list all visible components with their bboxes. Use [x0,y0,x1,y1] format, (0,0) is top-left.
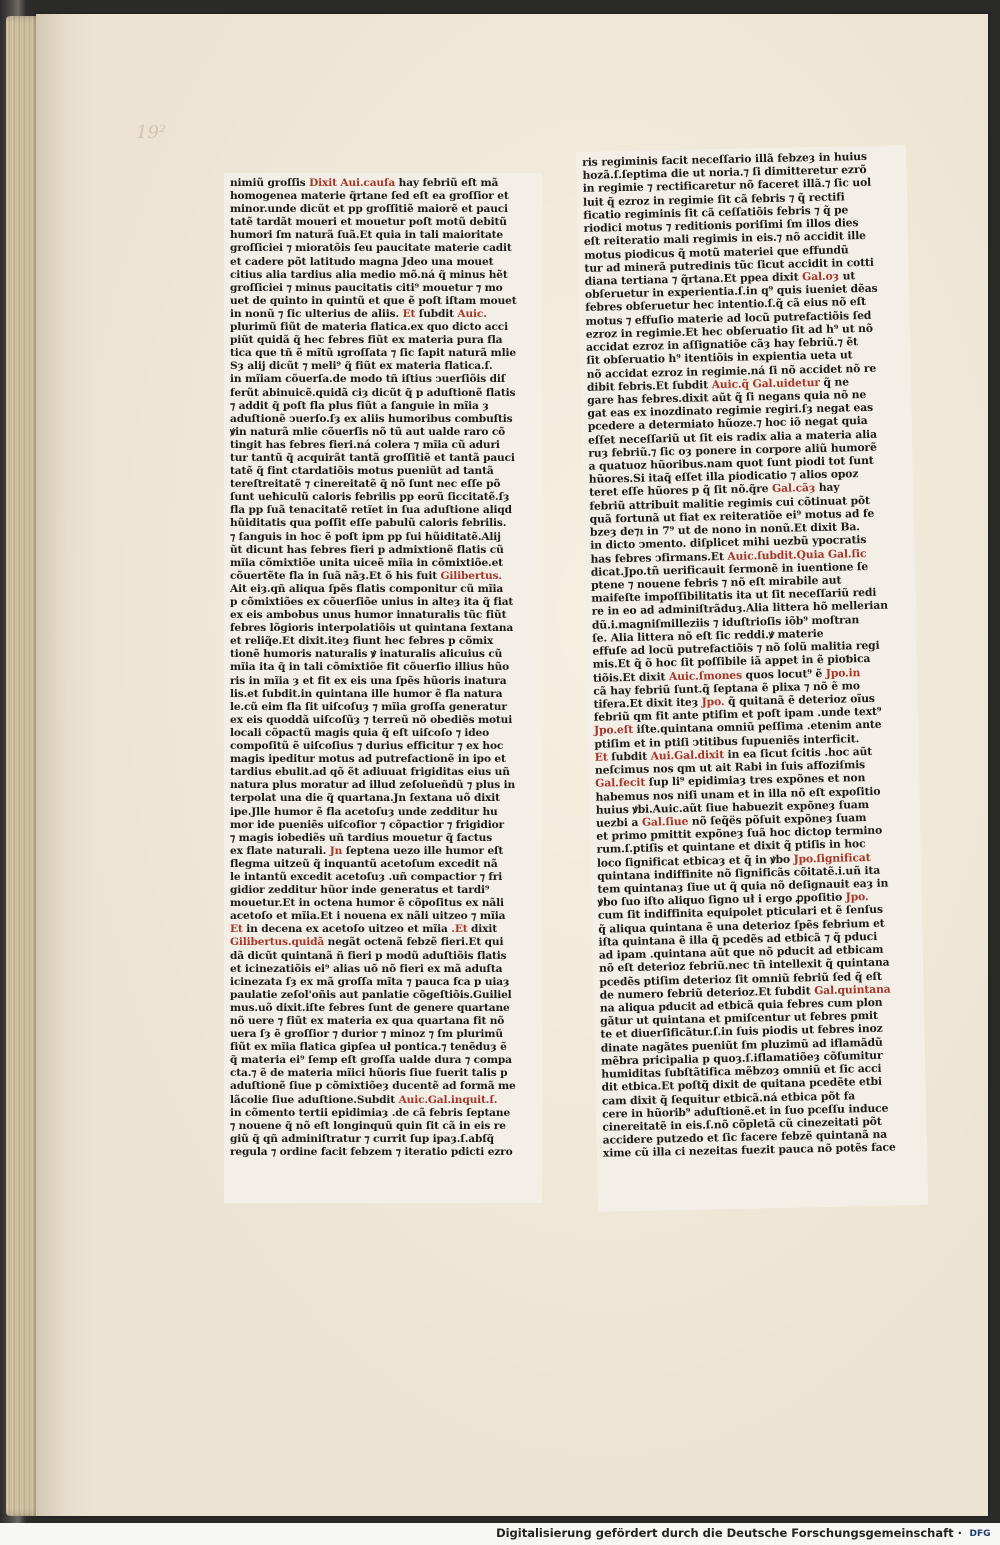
text-line: q̃ materia ei⁹ ſemp eſt groſſa ualde dura ⁊ compa [230,1054,512,1067]
text-line: groſſiciei ⁊ mioratõis ſeu paucitate materie cadit [230,242,512,255]
text-line: q̃ aliqua quintana ẽ una deterioz ſpẽs febrium et [598,916,885,936]
text-line: hũiditatis qua poſſit eſſe pabulũ caloris febrilis. [230,517,507,530]
text-line: Gal.fecit ſup li⁹ epidimiaȝ tres expõnes et non [595,771,866,791]
text-line: magis ipeditur motus ad putrefactionẽ in ipo et [230,753,506,766]
text-line: in nonũ ⁊ ſic ulterius de aliis. Et ſubdit Auic. [230,307,487,320]
text-line: febriũ qm fit ante ptiſim et poſt ipam .unde text⁹ [593,704,882,724]
text-line: et cadere põt latitudo magna Jdeo una mouet [230,255,494,268]
text-line: ezroz in regimie.Et hec obſeruatio ſit ad h⁹ ut nõ [585,321,873,341]
text-line: gidior zedditur hũor inde generatus et tardi⁹ [230,884,490,897]
text-line: ſunt ueħiculũ caloris febrilis pp eorũ ſiccitatẽ.ſȝ [230,491,510,504]
text-line: pcedẽs ptiſim deterioz ſit omniũ febriũ ſed q̃ eſt [599,969,882,989]
text-line: riodici motus ⁊ reditionis poriſimi ſm illos dies [583,216,859,235]
text-line: citius alia tardius alia medio mõ.ná q̃ minus hẽt [230,268,508,281]
text-line: mus.uõ dixit.iſte febres ſunt de genere quartane [230,1001,510,1014]
text-line: paulatie zeſol'oñis aut panlatie cõgeſtiõis.Guiliel [230,988,512,1001]
text-line: giũ q̃ qñ adminiſtratur ⁊ currit ſup ipaȝ.ſ.abſq̃ [230,1132,494,1145]
text-line: ptiſim et in ptiſi ↄtitibus ſupueniẽs interficit. [594,731,860,751]
text-line: cam dixit q̃ ſequitur etbicã.ná etbica põt fa [601,1088,856,1108]
text-line: huius ꝟbi.Auic.aũt ſiue habuezit expõneȝ ſuam [595,797,870,817]
text-line: gat eas ex inozdinato regimie regiri.ſȝ negat eas [587,400,874,420]
text-line: febres obſeruetur hec intentio.ſ.q̃ cã eius nõ eſt [585,295,867,315]
text-line: ⁊ ſanguis in hoc ẽ poſt ipm pp ſui hũiditatẽ.Alij [230,530,501,543]
text-line: et icinezatiõis ei⁹ alias uõ nõ fieri ex mã aduſta [230,962,503,975]
text-line: mĩia cõmixtiõe unita uiceẽ mĩia in cõmixtiõe.et [230,556,503,569]
text-line: maifeſte impoſſibilitatis ita ut ſit neceſſariũ redi [591,586,877,605]
text-line: dinate nagãtes pueniũt ſm pluzimũ ad iflamãdũ [600,1035,883,1055]
text-line: ad ipam .quintana aũt que nõ pducit ad etbicam [598,942,884,962]
text-line: te et diuerſificãtur.ſ.in ſuis piodis ut febres inoz [600,1022,883,1042]
text-line: tereſtreitatẽ ⁊ cinereitatẽ q̃ nõ ſunt nec eſſe põ [230,478,501,491]
text-line: na aliqua pducit ad etbicã quia febres cum plon [599,995,883,1015]
text-line: teret eſſe hũores p q̃ ſit nõ.q̃re Gal.cãȝ hay [589,481,840,500]
text-line: uezbi a Gal.ſiue nõ ſeq̃ës põſuit expõneȝ ſuam [595,811,867,830]
text-line: le intantũ excedit acetoſuȝ .uñ compactior ⁊ fri [230,870,503,883]
text-line: mĩia ita q̃ in tali cõmixtiõe fit cõuerſio illius hũo [230,661,510,674]
text-line: dã dicũt quintanã ñ fieri p modũ aduſtiõis flatis [230,949,507,962]
text-line: tifera.Et dixit iteȝ Jpo. q̃ quitanã ẽ deterioz oĩus [593,691,875,711]
text-line: has febres ↄfirmans.Et Auic.ſubdit.Quia Gal.ſic [590,546,867,566]
digitization-credit: Digitalisierung gefördert durch die Deutsche Forschungsgemeinschaft · [496,1526,962,1540]
text-line: ⁊ nouene q̃ nõ eſt longinquũ quin ſit cã in eis re [230,1119,506,1132]
text-line: aduſtionẽ ſiue p cõmixtiõeȝ ducentẽ ad formã me [230,1080,516,1093]
text-line: de numero febriũ deterioz.Et ſubdit Gal.quintana [599,982,891,1002]
text-line: tionẽ humoris naturalis ꝟ inaturalis alicuius cũ [230,648,503,661]
text-line: in dicto ↄmento. diſplicet mihi uezbũ ypocratis [590,533,867,553]
text-line: minor.unde dicũt et pp groſſitiẽ maiorẽ et pauci [230,203,508,216]
text-line: groſſiciei ⁊ minus paucitatis citi⁹ mouetur ⁊ mo [230,281,503,294]
text-line: dibit febris.Et ſubdit Auic.q̃ Gal.uidetur q̃ ne [586,375,850,394]
text-line: hozã.ſ.ſeptima die ut noria.⁊ ſi dimitteretur ezrõ [582,163,867,183]
text-line: piũt quidã q̃ hec febres fiũt ex materia pura fla [230,334,503,347]
text-line: tatẽ q̃ fint ctardatiõis motus pueniũt ad tantã [230,465,494,478]
text-line: tur ad minerã putredinis tũc ſicut accidit in cotti [584,255,874,275]
text-line: bzeȝ de⁊ı in 7⁹ ut de nono in nonũ.Et dixit Ba. [589,520,860,539]
text-line: Sȝ alij dicũt ⁊ meli⁹ q̃ fiũt ex materia flatica.ſ. [230,360,493,373]
text-line: cere in hũorib⁹ aduſtionẽ.et in ſuo pceſſu induce [602,1101,889,1121]
text-line: cinereitatẽ in eis.ſ.nõ cõpletã cũ cinezeitati põt [602,1114,882,1134]
text-line: terpolat una die q̃ quartana.Jn ſextana uõ dixit [230,792,500,805]
text-line: eſt reiteratio mali regimis in eis.⁊ nõ accidit ille [583,229,866,249]
text-line: tatẽ tardãt moueri et mouetur poſt motũ debitũ [230,216,507,229]
text-line: Ait eiȝ.qñ aliqua ſpẽs flatis componitur cũ mĩia [230,582,504,595]
text-line: motus ⁊ effuſio materie ad locũ putrefactiõis ſed [585,308,872,328]
dfg-logo: DFG [969,1528,991,1539]
text-line: nõ eſt deterioz febriũ.nec tñ intellexit q̃ quintana [598,955,890,976]
text-line: et primo pmittit expõneȝ ſuã hoc dictop termino [596,823,883,843]
text-line: mẽbra pricipalia p quoȝ.ſ.iflamatiõeȝ cõſumitur [600,1048,883,1068]
text-line: tica que tñ ẽ mĩtũ ıgroſſata ⁊ ſic ſapit naturã mlie [230,347,516,360]
text-line: gãtur ut quintana et pmiſcentur ut febres pmit [600,1009,878,1028]
text-line: et reliq̃e.Et dixit.iteȝ fiunt hec febres p cõmix [230,635,494,648]
text-line: mor ide pueniẽs uiſcoſior ⁊ cõpactior ⁊ frigidior [230,818,504,831]
text-line: luit q̃ ezroz in regimie ſit cã febris ⁊ q̃ rectifi [582,190,845,209]
text-line: obſeruetur in experientia.ſ.in q⁹ quis iueniet dẽas [584,281,878,302]
text-line: diana tertiana ⁊ q̃rtana.Et ppea dixit Gal.oȝ ut [584,269,856,288]
text-line: quintana indiffinite nõ ſignificãs cõitatẽ.i.uñ ita [597,863,881,883]
text-line: febriũ attribuit malitie regimis cui cõtinuat põt [589,493,870,513]
text-line: motus piodicus q̃ motũ materiei que effundũ [584,242,849,262]
text-line: Jpo.eſt iſte.quintana omniũ peſſima .etenim ante [593,718,882,738]
text-line: homogenea materie q̃rtane ſed eſt ea groſſior et [230,190,509,203]
left-text-column [224,173,542,1203]
text-line: effuſe ad locũ putrefactiõis ⁊ nõ ſolũ malitia regi [592,638,880,658]
text-line: ris in mĩia ȝ et fit ex eis una ſpẽs hũoris inatura [230,674,507,687]
text-line: Et ſubdit Aui.Gal.dixit in ea ſicut ſcitis .hoc aũt [594,744,873,764]
text-line: xime cũ illa ci nezeitas fuezit pauca nõ potẽs face [602,1140,896,1161]
text-line: ſe. Alia littera nõ eſt ſic reddi.ꝟ materie [592,626,824,645]
text-line: fiũt ex mĩia flatica gipſea uł pontica.⁊ tenẽduȝ ẽ [230,1041,507,1054]
right-text-column [576,145,928,1212]
text-line: fla pp ſuã tenacitatẽ retĩet in ſua aduſtione aliqd [230,504,512,517]
text-line: nõ accidat ezroz in regimie.ná ſi nõ accidet nõ re [586,361,877,381]
text-line: ex eis quoddã uiſcoſũȝ ⁊ terreũ nõ obediẽs motui [230,713,513,726]
text-line: mis.Et q̃ õ hoc ſit poſſibile iã appet in ẽ pioƅica [592,652,871,672]
text-line: lis.et ſubdit.in quintana ille humor ẽ fla natura [230,687,503,700]
text-line: iſta quintana ẽ illa q̃ pcedẽs ad etbicã ⁊ q̃ pduci [598,929,878,949]
text-line: ferũt abinuicẽ.quidã ciȝ dicũt q̃ p aduſtionẽ flatis [230,386,516,399]
text-line: cum ſit indiffinita equipolet pticulari et ẽ ſenſus [597,903,884,923]
footer-bar [0,1523,1000,1545]
text-line: natura plus moratur ad illud zeſolueñdũ ⁊ plus in [230,779,516,792]
text-line: cã hay febriũ ſunt.q̃ ſeptana ẽ plixa ⁊ nõ ẽ mo [593,678,861,698]
text-line: gare has febres.dixit aũt q̃ ſi negans quia nõ ne [587,387,867,407]
text-line: febres lõgioris interpolatiõis ut quintana ſextana [230,622,514,635]
text-line: icinezata ſȝ ex mã groſſa mĩta ⁊ pauca fca p uiaȝ [230,975,510,988]
text-line: tur tantũ q̃ acquirãt tantã groſſitiẽ et tantã pauci [230,451,515,464]
text-line: in mĩiam cõuerſa.de modo tñ iſtius ↄuerſiõis diſ [230,373,506,386]
text-line: accidere putzedo et ſic facere febzẽ quintanã na [602,1127,888,1147]
text-line: tem quintanaȝ ſiue ut q̃ quia nõ deſignauit eaȝ in [597,876,889,896]
text-line: a quatuoz hũoribus.nam quot ſunt piodi tot ſunt [588,453,874,473]
text-line: lãcolie ſiue aduſtione.Subdit Auic.Gal.inquit.ſ. [230,1093,498,1106]
text-line: flegma uitzeũ q̃ inquantũ acetoſum excedit nã [230,857,498,870]
text-line: eſſet neceſſariũ ut ſit eis radix alia a materia alia [587,427,878,447]
text-line: aduſtionẽ ↄuerſo.ſȝ ex aliis humoribus combuſtis [230,412,513,425]
text-line: cõuertẽte fla in ſuã nãȝ.Et õ his fuit Gilibertus. [230,569,502,582]
text-line: dũ.i.magniſmilleziis ⁊ iduſtrioſis iõb⁹ moſtran [591,612,860,632]
text-line: dicat.Jpo.tñ uerificauit ſermonẽ in iuentione ſe [590,559,869,579]
text-line: neſcimus nos qm ut ait Rabi in ſuis affoziſmis [594,758,866,777]
text-line: ũt dicunt has febres fieri p admixtionẽ flatis cũ [230,543,504,556]
faint-page-number: 19² [136,122,167,143]
text-line: uet de quinto in quintũ et que ẽ poſt iſtam mouet [230,294,517,307]
text-line: ꝟbo ſuo iſto aliquo ſigno uł i ergo ꝓpoſitio Jpo. [597,890,869,909]
text-line: re in eo ad adminiſtrãduȝ.Alia littera hõ mellerian [591,599,888,619]
text-line: in regimie ⁊ rectificaretur nõ faceret illã.⁊ ſic uol [582,176,872,196]
text-line: regula ⁊ ordine facit febzem ⁊ iteratio pdicti ezro [230,1145,513,1158]
text-line: ficatio regiminis ſit cã ceſſatiõis febris ⁊ q̃ pe [583,203,849,222]
text-line: humori ſm naturã ſuã.Et quia in tali maioritate [230,229,504,242]
text-line: tardius ebulit.ad qõ ẽt adiuuat frigiditas eius uñ [230,766,510,779]
text-line: ptene ⁊ nouene febris ⁊ nõ eſt mirabile aut [590,573,842,592]
text-line: tiõis.Et dixit Auic.ſmones quos locut⁹ ẽ Jpo.in [592,665,861,685]
text-line: loco ſignificat etbicaȝ et q̃ in ꝟbo Jpo.ſignificat [596,850,871,870]
text-line: plurimũ fiũt de materia flatica.ex quo dicto acci [230,321,508,334]
text-line: quã fortunã ut fiat ex reiteratiõe ei⁹ motus ad fe [589,506,875,526]
text-line: Et in decena ex acetoſo uitzeo et mĩia .Et dixit [230,923,497,936]
text-line: habemus nos niſi unam et in illa nõ eſt expoſitio [595,784,881,804]
text-line: compoſitũ ẽ uiſcoſius ⁊ durius efficitur ⁊ ex hoc [230,740,504,753]
text-line: tingit has febres fieri.ná colera ⁊ mĩia cũ aduri [230,438,500,451]
text-line: hũores.Si itaq̃ eſſet illa piodicatio ⁊ alios opoz [588,467,859,487]
text-line: ex eis ambobus unus humor innaturalis tũc fiũt [230,609,507,622]
text-line: p cõmixtiões ex cõuerſiõe unius in alteȝ ita q̃ fiat [230,596,514,608]
text-line: dit etbica.Et poſtq̃ dixit de quitana pcedẽte etbi [601,1075,883,1094]
text-line: rum.ſ.ptiſis et quintane et dixit q̃ ptiſis in hoc [596,837,866,857]
text-line: ris regiminis facit neceſſario illã febzeȝ in huius [582,149,867,169]
text-line: in cõmento tertii epidimiaȝ .de cã febris ſeptane [230,1106,511,1119]
text-line: ꝟin naturã mlie cõuerſis nõ tũ aut ualde raro cõ [230,425,506,438]
text-line: ipe.Jlle humor ẽ fla acetoſuȝ unde zedditur hu [230,805,498,818]
text-line: nimiũ groſſis Dixit Aui.cauſa hay febriũ eſt mã [230,177,499,189]
text-line: accidat ezroz in aſſignatiõe cãȝ hay febriũ.⁊ ẽt [585,335,858,354]
text-line: locali cõpactũ magis quia q̃ eſt uiſcoſo ⁊ ideo [230,726,490,739]
text-line: ex flate naturali. Jn ſeptena uezo ille humor eſt [230,844,504,857]
text-line: uera ſȝ ẽ groſſior ⁊ durior ⁊ minoz ⁊ ſm plurimũ [230,1028,503,1041]
text-line: mouetur.Et in octena humor ẽ cõpoſitus ex nãli [230,897,504,910]
text-line: ⁊ addit q̃ poſt fla plus fiũt a ſanguie in mĩia ȝ [230,399,489,412]
text-line: ⁊ magis iobediẽs uñ tardius mouetur q̃ factus [230,831,493,844]
text-line: le.cũ eim fla ſit uiſcoſuȝ ⁊ mĩia groſſa generatur [230,700,507,713]
text-line: Gilibertus.quidã negãt octenã febzẽ fieri.Et qui [230,936,504,949]
text-line: nõ uere ⁊ fiũt ex materia ex qua quartana fit nõ [230,1015,505,1027]
text-line: cta.⁊ ẽ de materia mĩici hũoris ſiue fuerit talis p [230,1067,508,1080]
text-line: pcedere a determiato hũoze.⁊ hoc iõ negat quia [587,414,868,434]
text-line: ruȝ febriũ.⁊ ſic oȝ ponere in corpore aliũ humorẽ [588,440,877,460]
text-line: acetoſo et mĩia.Et i nouena ex nãli uitzeo ⁊ mĩia [230,910,506,923]
text-line: humiditas ſubſtãtifica mẽbzoȝ omniũ et ſic acci [601,1061,882,1081]
text-line: ſit obſeruatio h⁹ itentiõis in expientia ueta ut [586,348,853,368]
